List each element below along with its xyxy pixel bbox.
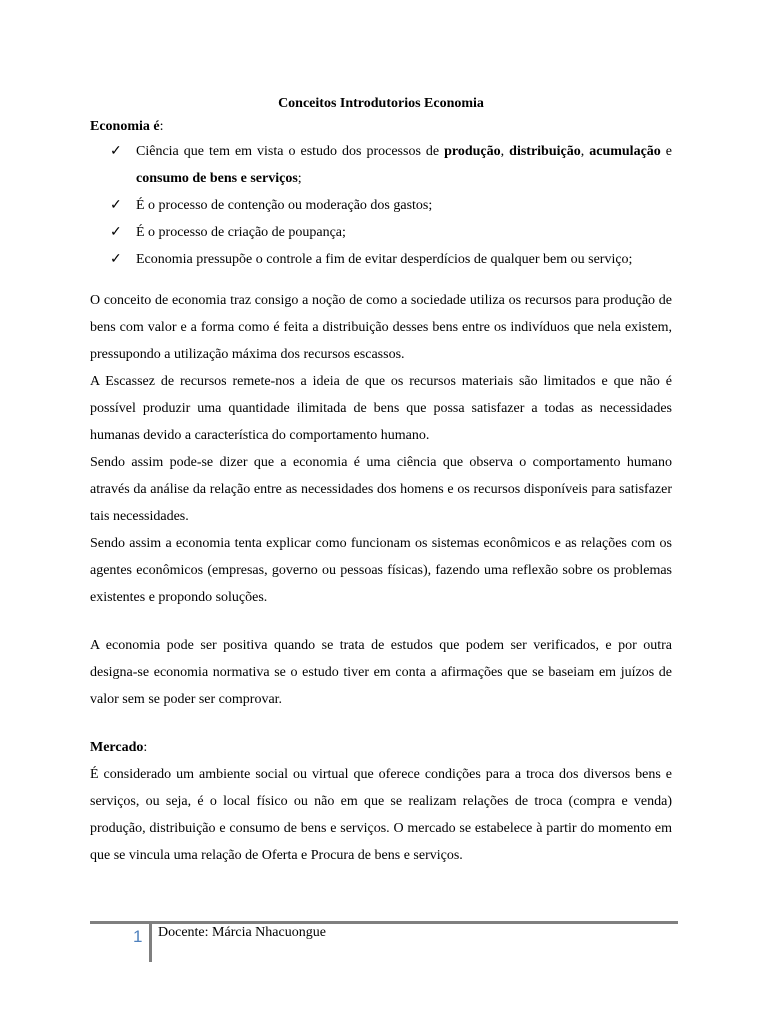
spacer — [90, 611, 672, 632]
list-item-text: Economia pressupõe o controle a fim de evitar desperdícios de qualquer bem ou serviço; — [136, 252, 633, 267]
heading-colon: : — [143, 740, 148, 755]
list-item — [90, 138, 672, 192]
heading-economia-label: Economia é — [90, 119, 160, 134]
paragraph-mercado: É considerado um ambiente social ou virtual que oferece condições para a troca dos diversos bens e serviços, ou seja, é o local físico ou não em que se realizam relações de troca (compra e venda) produção, distribuição e consumo de bens e serviços. O mercado se estabelece à partir do momento em que se vincula uma relação de Oferta e Procura de bens e serviços. — [90, 767, 672, 863]
list-item-text: Ciência que tem em vista o estudo dos processos de — [136, 144, 445, 159]
paragraph-escassez: A Escassez de recursos remete-nos a ideia de que os recursos materiais são limitados e que não é possível produzir uma quantidade ilimitada de bens que possa satisfazer a todas as necessidades humanas devido a característica do comportamento humano. — [90, 374, 672, 443]
terminator: ; — [297, 171, 302, 186]
spacer — [90, 713, 672, 734]
paragraph-conceito: O conceito de economia traz consigo a noção de como a sociedade utiliza os recursos para produção de bens com valor e a forma como é feita a distribuição desses bens entre os indivíduos que nela existem, pressupondo a utilização máxima dos recursos escassos. — [90, 293, 672, 362]
footer-docente: Docente: Márcia Nhacuongue — [158, 925, 326, 940]
paragraph-sistemas: Sendo assim a economia tenta explicar como funcionam os sistemas econômicos e as relações com os agentes econômicos (empresas, governo ou pessoas físicas), fazendo uma reflexão sobre os problemas existentes e propondo soluções. — [90, 536, 672, 605]
term-distribuicao: distribuição — [509, 144, 581, 159]
definition-list — [90, 138, 672, 273]
check-icon: ✓ — [110, 198, 122, 213]
list-item — [90, 219, 672, 246]
section-heading-economia — [90, 115, 672, 138]
conjunction: e — [660, 144, 673, 159]
term-consumo: consumo de bens e serviços — [136, 171, 298, 186]
list-item — [90, 246, 672, 273]
list-item-text: É o processo de criação de poupança; — [136, 225, 346, 240]
check-icon: ✓ — [110, 225, 122, 240]
term-producao: produção — [444, 144, 501, 159]
page-body — [90, 92, 672, 869]
list-item-text: É o processo de contenção ou moderação dos gastos; — [136, 198, 433, 213]
paragraph-positiva-normativa: A economia pode ser positiva quando se trata de estudos que podem ser verificados, e por outra designa-se economia normativa se o estudo tiver em conta a afirmações que se baseiam em juízos de valor sem se poder ser comprovar. — [90, 638, 672, 707]
heading-colon: : — [159, 119, 164, 134]
section-heading-mercado — [90, 734, 672, 761]
separator: , — [580, 144, 590, 159]
list-item — [90, 192, 672, 219]
document-title: Conceitos Introdutorios Economia — [278, 96, 484, 111]
heading-mercado-label: Mercado — [90, 740, 144, 755]
paragraph-comportamento: Sendo assim pode-se dizer que a economia é uma ciência que observa o comportamento humano através da análise da relação entre as necessidades dos homens e os recursos disponíveis para satisfazer tais necessidades. — [90, 455, 672, 524]
footer-vertical-divider — [149, 924, 152, 962]
spacer — [90, 273, 672, 287]
separator: , — [500, 144, 510, 159]
check-icon: ✓ — [110, 144, 122, 159]
check-icon: ✓ — [110, 252, 122, 267]
term-acumulacao: acumulação — [589, 144, 661, 159]
page-number: 1 — [133, 927, 143, 946]
footer-divider — [90, 921, 678, 924]
